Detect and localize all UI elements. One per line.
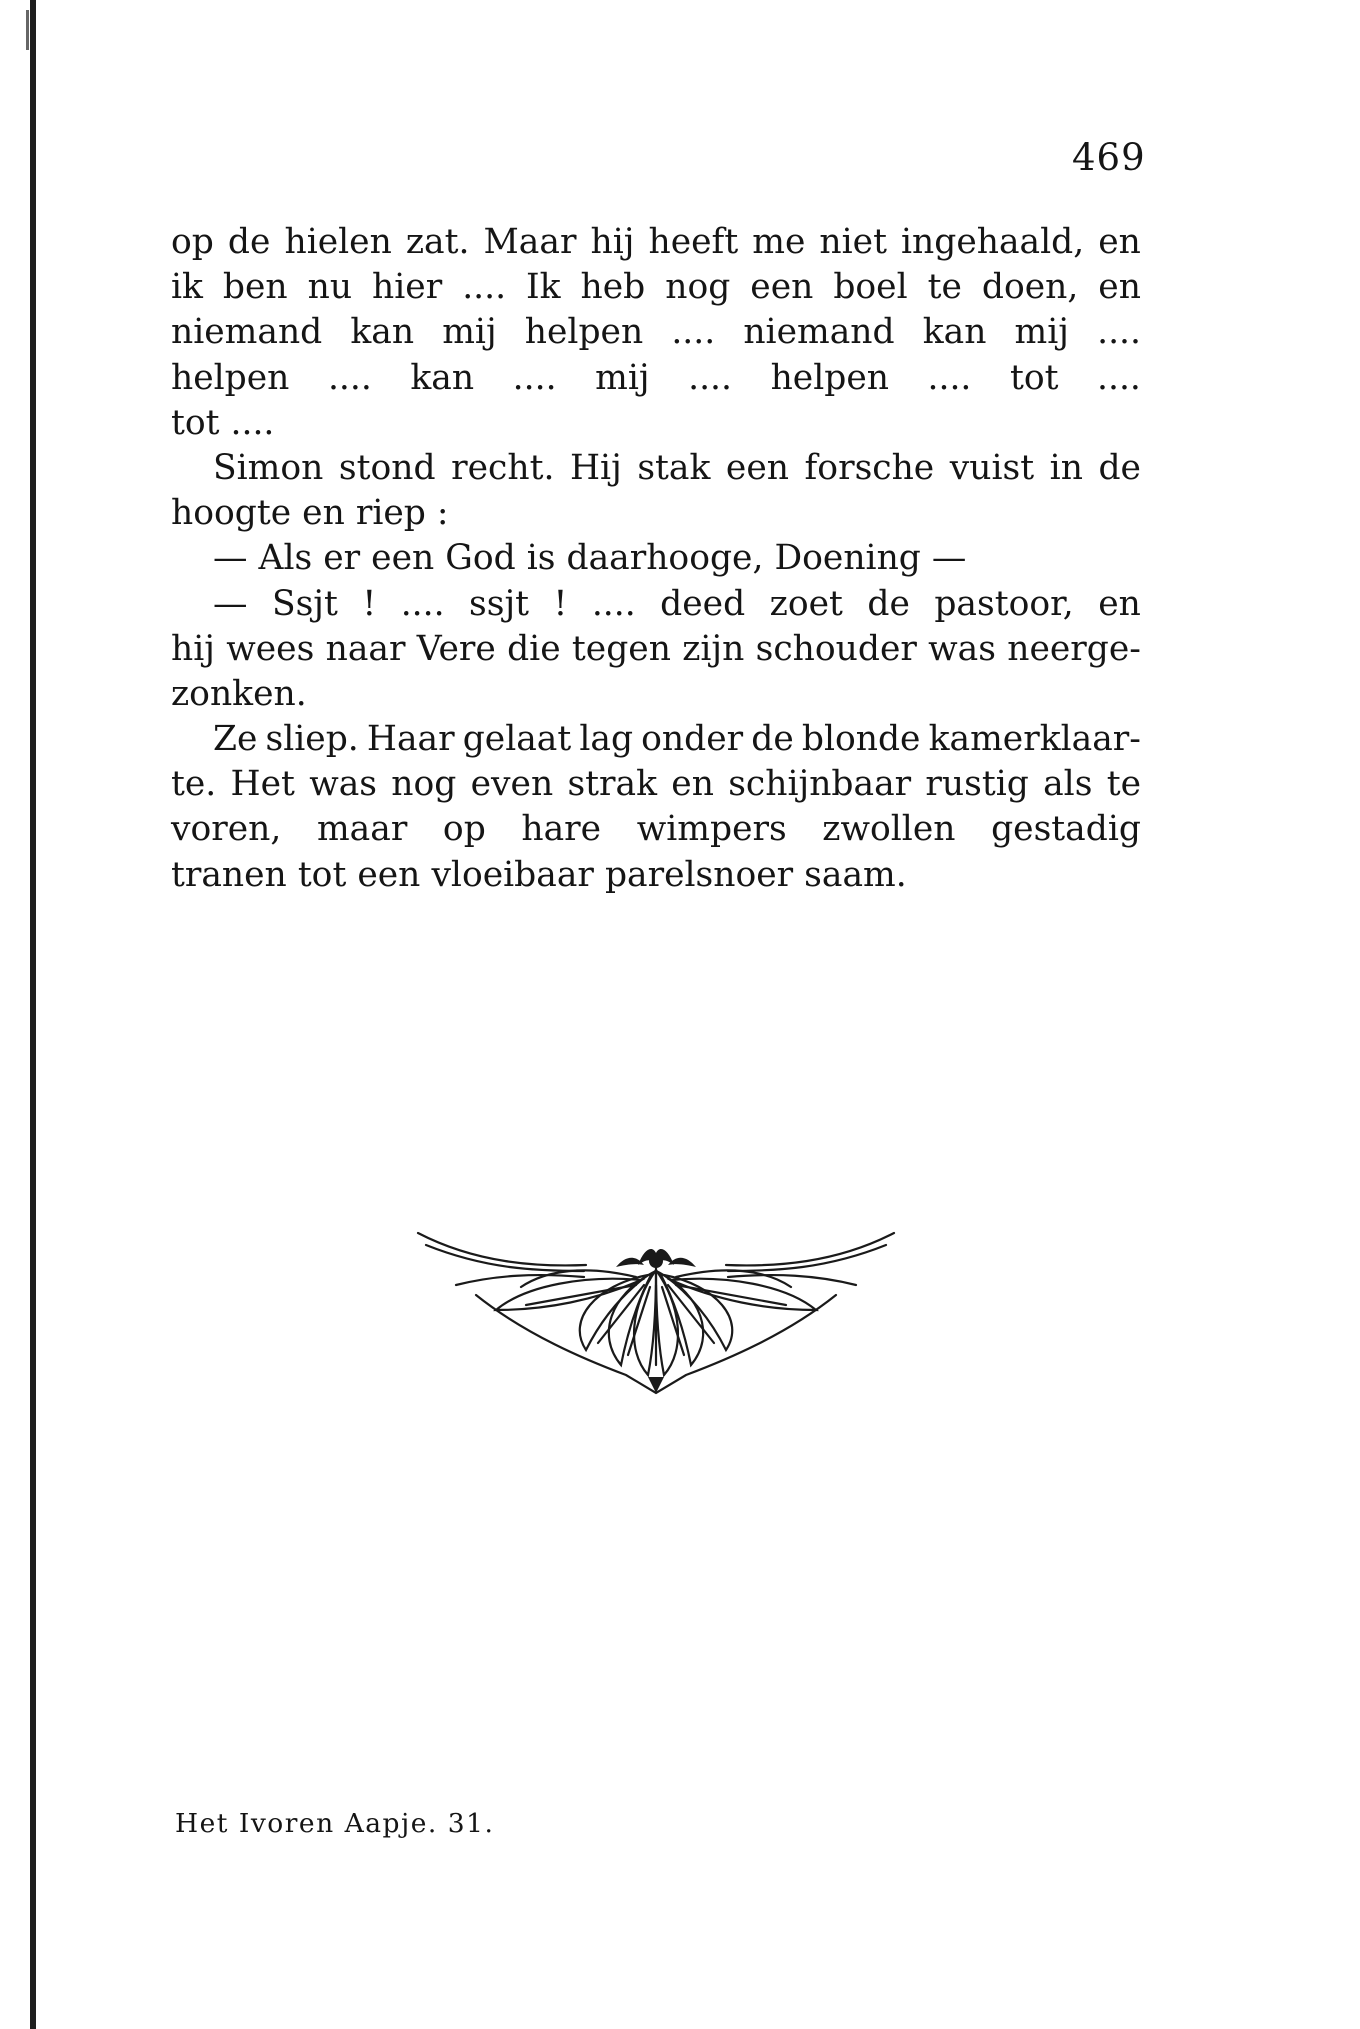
word: er	[323, 538, 361, 579]
word: heb	[580, 267, 646, 308]
word: nu	[307, 267, 353, 308]
word: mij	[1014, 312, 1069, 353]
text-line	[171, 356, 1141, 401]
word: die	[507, 628, 561, 669]
word: ....	[400, 583, 445, 624]
word: voren,	[171, 809, 282, 850]
word: boel	[833, 267, 908, 308]
word: heeft	[648, 222, 739, 262]
word: zwollen	[822, 809, 956, 850]
word: zoet	[769, 583, 843, 624]
text-line	[171, 762, 1141, 807]
floral-tailpiece-icon	[416, 1225, 896, 1395]
word: ben	[222, 267, 288, 308]
word: neerge-	[1007, 628, 1141, 669]
word: riep	[355, 493, 426, 534]
word: lag	[579, 719, 634, 760]
word: ....	[230, 402, 275, 443]
word: de	[751, 719, 794, 760]
word: Ik	[526, 267, 561, 308]
word: rustig	[925, 764, 1029, 805]
word: en	[1098, 267, 1141, 308]
word: Haar	[366, 719, 455, 760]
text-line	[171, 265, 1141, 310]
word: niemand	[171, 312, 323, 353]
text-line	[171, 853, 1141, 898]
word: was	[309, 764, 377, 805]
text-line	[171, 220, 1141, 265]
word: Simon	[213, 447, 324, 488]
word: is	[526, 538, 556, 579]
word: forsche	[804, 447, 935, 488]
word: de	[227, 222, 271, 262]
word: ....	[512, 357, 557, 398]
word: schouder	[755, 628, 917, 669]
word: ....	[1097, 357, 1141, 398]
word: hier	[372, 267, 443, 308]
word: te	[1106, 764, 1141, 805]
text-line	[171, 401, 1141, 446]
word: sliep.	[265, 719, 359, 760]
text-line	[171, 536, 1141, 581]
word: als	[1043, 764, 1093, 805]
word: ....	[591, 583, 636, 624]
word: pastoor,	[934, 583, 1074, 624]
word: ....	[927, 357, 972, 398]
word: kan	[410, 357, 475, 398]
text-line	[171, 807, 1141, 852]
text-line	[171, 491, 1141, 536]
word: zonken.	[171, 673, 307, 714]
word: ik	[171, 267, 203, 308]
word: een	[357, 854, 421, 895]
word: wimpers	[636, 809, 787, 850]
word: Doening	[774, 538, 921, 579]
word: hij	[171, 628, 215, 669]
word: maar	[316, 809, 408, 850]
word: op	[442, 809, 486, 850]
body-text	[171, 220, 1141, 898]
word: hare	[521, 809, 602, 850]
word: deed	[660, 583, 746, 624]
text-line	[171, 717, 1141, 762]
word: in	[1049, 447, 1083, 488]
word: ....	[1097, 312, 1141, 353]
word: !	[553, 583, 568, 624]
word: nog	[665, 267, 731, 308]
word: tot	[1009, 357, 1059, 398]
word: gestadig	[991, 809, 1141, 850]
word: Vere	[416, 628, 496, 669]
word: stak	[637, 447, 711, 488]
word: Als	[258, 538, 313, 579]
word: naar	[325, 628, 406, 669]
word: ....	[688, 357, 732, 398]
page-number: 469	[1072, 136, 1146, 179]
word: even	[470, 764, 554, 805]
text-line	[171, 672, 1141, 717]
word: een	[725, 447, 789, 488]
word: en	[302, 493, 345, 534]
word: ....	[327, 357, 372, 398]
word: !	[362, 583, 377, 624]
word: strak	[567, 764, 658, 805]
word: Maar	[483, 222, 577, 262]
word: mij	[595, 357, 650, 398]
word: ingehaald,	[901, 222, 1085, 262]
word: de	[1098, 447, 1141, 488]
word: was	[928, 628, 996, 669]
word: me	[752, 222, 806, 262]
word: tegen	[571, 628, 671, 669]
text-line	[171, 627, 1141, 672]
word: niemand	[743, 312, 895, 353]
footer-title: Het Ivoren Aapje. 31.	[175, 1808, 495, 1839]
word: Het	[230, 764, 295, 805]
word: ....	[671, 312, 716, 353]
word: Ssjt	[271, 583, 338, 624]
word: tot	[171, 402, 220, 443]
word: ssjt	[469, 583, 530, 624]
word: zijn	[682, 628, 745, 669]
word: —	[213, 538, 248, 579]
word: hielen	[284, 222, 392, 262]
word: kan	[922, 312, 987, 353]
word: op	[171, 222, 214, 262]
word: een	[371, 538, 435, 579]
word: kan	[350, 312, 415, 353]
word: de	[867, 583, 910, 624]
text-line	[171, 310, 1141, 355]
word: zat.	[405, 222, 470, 262]
word: helpen	[524, 312, 644, 353]
word: Hij	[569, 447, 622, 488]
word: tot	[297, 854, 347, 895]
binding-edge	[30, 0, 36, 2029]
word: saam.	[804, 854, 907, 895]
word: gelaat	[462, 719, 572, 760]
word: en	[1098, 222, 1141, 262]
word: te.	[171, 764, 217, 805]
binding-mark	[26, 10, 29, 50]
word: en	[671, 764, 714, 805]
word: hoogte	[171, 493, 292, 534]
word: onder	[641, 719, 744, 760]
word: kamerklaar-	[928, 719, 1141, 760]
word: ....	[462, 267, 507, 308]
word: vloeibaar	[431, 854, 594, 895]
text-line	[171, 582, 1141, 627]
word: tranen	[171, 854, 287, 895]
word: Ze	[213, 719, 258, 760]
word: niet	[819, 222, 887, 262]
word: vuist	[949, 447, 1035, 488]
word: helpen	[171, 357, 290, 398]
word: blonde	[801, 719, 921, 760]
word: wees	[226, 628, 315, 669]
word: helpen	[770, 357, 889, 398]
word: doen,	[981, 267, 1079, 308]
word: hij	[590, 222, 635, 262]
word: parelsnoer	[604, 854, 794, 895]
word: stond	[338, 447, 436, 488]
word: mij	[442, 312, 497, 353]
word: daarhooge,	[566, 538, 764, 579]
word: een	[750, 267, 814, 308]
word: —	[931, 538, 967, 579]
word: recht.	[451, 447, 555, 488]
word: te	[927, 267, 962, 308]
word: en	[1098, 583, 1141, 624]
text-line	[171, 446, 1141, 491]
word: schijnbaar	[728, 764, 912, 805]
word: God	[445, 538, 516, 579]
word: :	[436, 493, 449, 534]
word: nog	[391, 764, 457, 805]
word: —	[213, 583, 248, 624]
